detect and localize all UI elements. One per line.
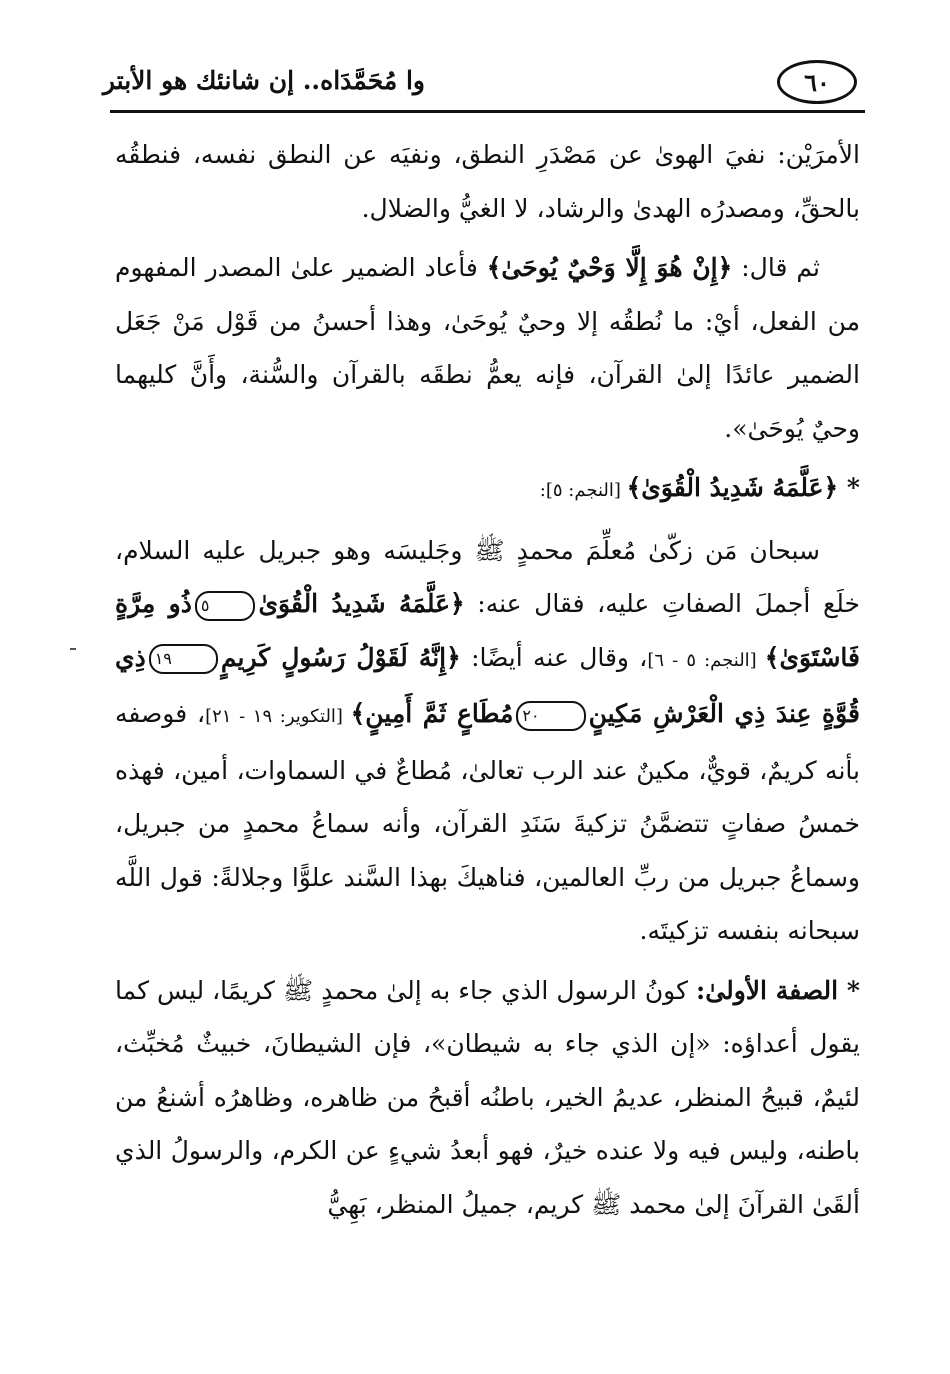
verse-reference: [التكوير: ١٩ - ٢١] — [205, 706, 351, 727]
page-number: ٦٠ — [777, 60, 857, 104]
section-heading: الصفة الأولىٰ: — [696, 975, 839, 1005]
paragraph-text: ، فوصفه بأنه كريمٌ، قويٌّ، مكينٌ عند الرب تعالىٰ، مُطاعٌ في السماوات، أمين، فهذه خمسُ صفاتٍ تتضمَّنُ تزكيةَ سَنَدِ القرآن، وأنه سماعُ محمدٍ من جبريل، وسماعُ جبريل من ربِّ العالمين، فناهيكَ بهذا السَّند علوًّا وجلالةً: قول اللَّه سبحانه بنفسه تزكيتَه. — [115, 699, 860, 945]
paragraph-1 — [115, 128, 860, 235]
quran-verse: ﴿إِنَّهُ لَقَوْلُ رَسُولٍ كَرِيمٍ — [220, 642, 461, 672]
running-title: وا مُحَمَّدَاه.. إن شانئك هو الأبتر — [102, 66, 425, 95]
lead-text: ثم قال: — [732, 253, 820, 282]
line: بالحقِّ، ومصدرُه الهدىٰ والرشاد، لا الغيُّ والضلال. — [361, 193, 860, 223]
quran-verse: ذُو مِرَّةٍ فَاسْتَوَىٰ﴾ — [115, 589, 860, 672]
quran-verse: ﴿عَلَّمَهُ شَدِيدُ الْقُوَىٰ﴾ — [626, 473, 839, 502]
quran-verse: مُطَاعٍ ثَمَّ أَمِينٍ﴾ — [350, 699, 514, 728]
ayah-number-mark: ٢٠ — [516, 701, 585, 731]
ayah-number-mark: ١٩ — [149, 644, 218, 674]
paragraph-text: كونُ الرسول الذي جاء به إلىٰ محمدٍ ﷺ كريمًا، ليس كما يقول أعداؤه: «إن الذي جاء به شيطان»، فإن الشيطانَ، خبيثٌ مُخبِّث، لئيمٌ، قبيحُ المنظر، عديمُ الخير، باطنُه أقبحُ من ظاهره، وظاهرُه أشنعُ من باطنه، وليس فيه ولا عنده خيرٌ، فهو أبعدُ شيءٍ عن الكرم، والرسولُ الذي ألقَىٰ القرآنَ إلىٰ محمد ﷺ كريم، جميلُ المنظر، بَهِيُّ — [115, 975, 860, 1219]
header-rule — [110, 110, 865, 113]
quran-verse: ﴿إِنْ هُوَ إِلَّا وَحْيٌ يُوحَىٰ﴾ — [486, 253, 733, 282]
main-text — [115, 128, 860, 1231]
ayah-number-mark: ٥ — [195, 591, 256, 621]
line: الأمرَيْن: نفيَ الهوىٰ عن مَصْدَرِ النطق، ونفيَه عن النطق نفسه، فنطقُه — [115, 140, 860, 169]
paragraph-4 — [115, 524, 860, 958]
bullet-star: * — [838, 473, 860, 502]
paragraph-2 — [115, 241, 860, 455]
bullet-star: * — [838, 975, 860, 1005]
verse-heading — [115, 461, 860, 518]
paragraph-text: سبحان مَن زكّىٰ مُعلِّمَ محمدٍ ﷺ وجَليسَه وهو جبريل عليه السلام، خلَع أجملَ الصفاتِ عليه، فقال عنه: — [115, 535, 860, 618]
page-header — [102, 58, 865, 114]
verse-reference: [النجم: ٥ - ٦] — [647, 649, 765, 671]
verse-reference: [النجم: ٥]: — [539, 480, 627, 501]
quran-verse: ذِي قُوَّةٍ عِندَ ذِي الْعَرْشِ مَكِينٍ — [115, 642, 860, 728]
margin-mark — [70, 648, 76, 650]
paragraph-text: فأعاد الضمير علىٰ المصدر المفهوم من الفعل، أيْ: ما نُطقُه إلا وحيٌ يُوحَىٰ، وهذا أحسنُ من قَوْل مَنْ جَعَل الضمير عائدًا إلىٰ القرآن، فإنه يعمُّ نطقَه بالقرآن والسُّنة، وأَنَّ كليهما وحيٌ يُوحَىٰ». — [115, 253, 860, 443]
paragraph-5 — [115, 964, 860, 1232]
paragraph-text: ، وقال عنه أيضًا: — [460, 642, 648, 672]
quran-verse: ﴿عَلَّمَهُ شَدِيدُ الْقُوَىٰ — [258, 589, 465, 618]
